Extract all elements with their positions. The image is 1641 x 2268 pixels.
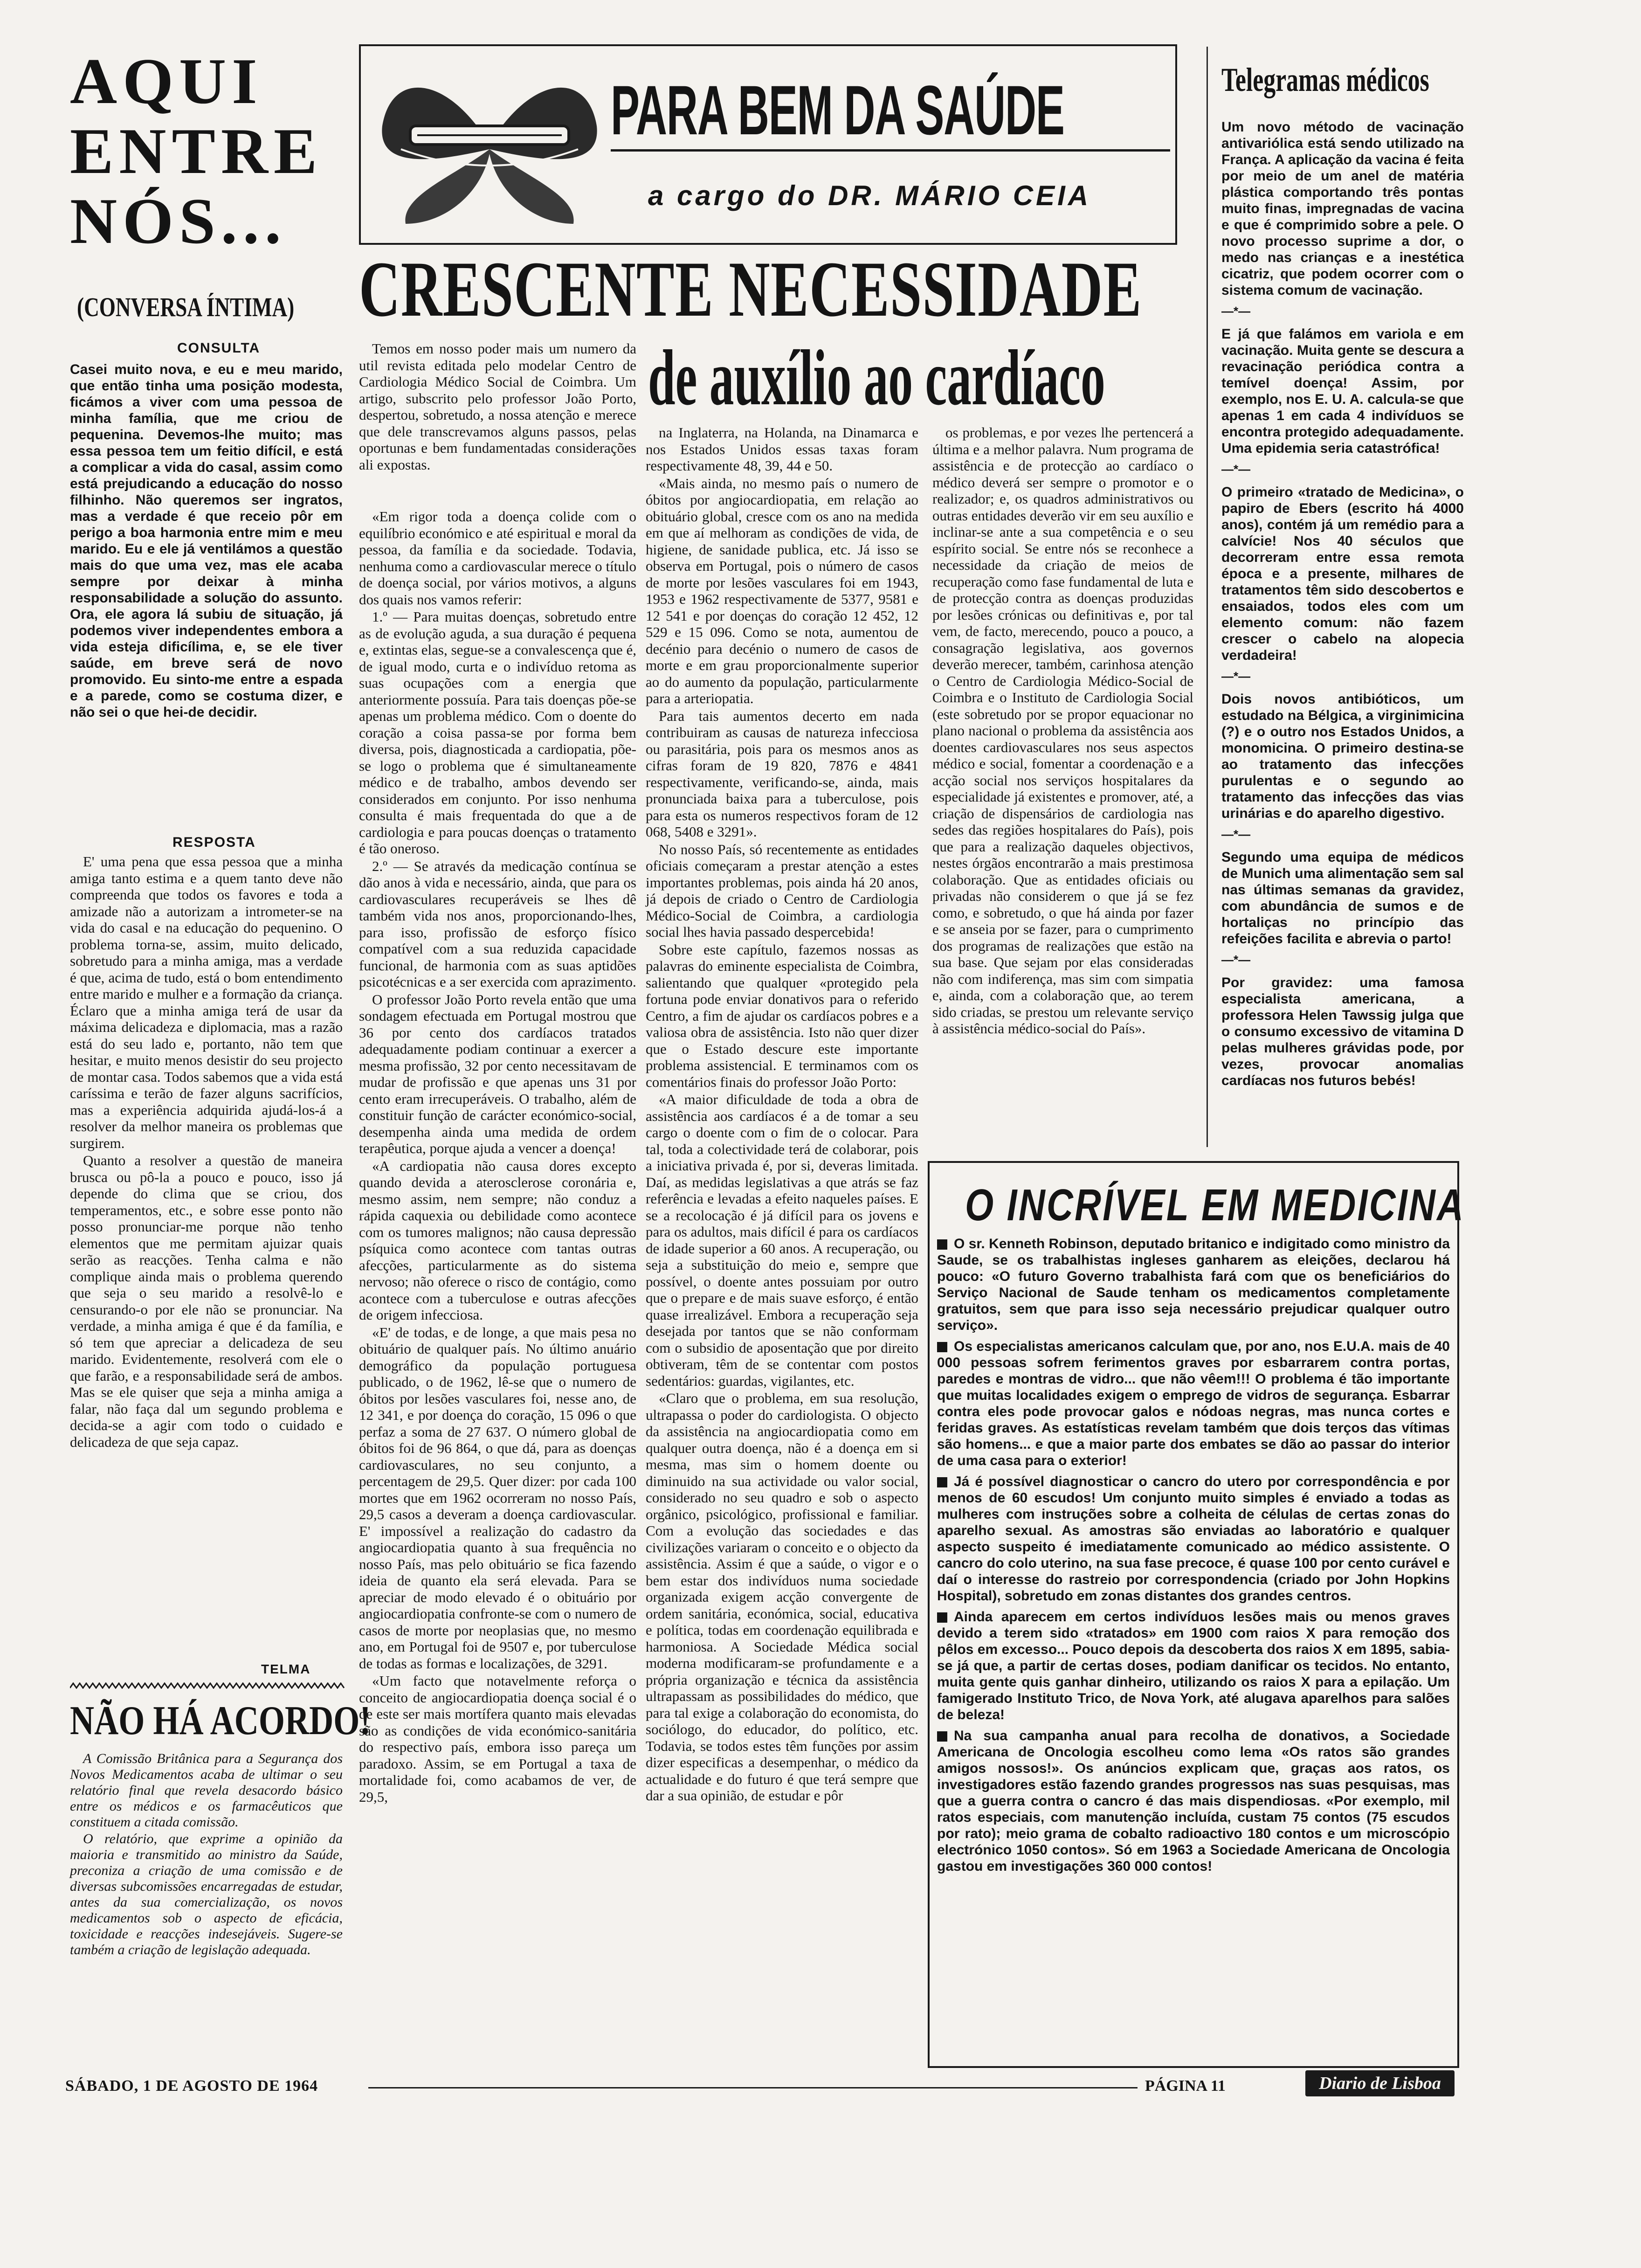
bullet-icon [937, 1612, 947, 1623]
resposta-paragraph: Quanto a resolver a questão de maneira brusca ou pô-la a pouco e pouco, isso já depende do clima que se criou, dos temperamentos, etc., e sobre esse ponto não posso pronunciar-me porque não tenho elementos que me permitam ajuizar quais serão as reacções. Tenha calma e não complique ainda mais o problema querendo que seja o seu marido a resolvê-lo e censurando-o por ele não se pronunciar. Na verdade, a minha amiga é que é da família, e só tem que apreciar a delicadeza de seu marido. Evidentemente, resolverá com ele o que farão, e a responsabilidade será de ambos. Mas se ele quiser que seja a minha amiga a falar, não faça dal um segundo problema e decida-se a agir com todo o cuidado e delicadeza de que seja capaz. [70, 1152, 343, 1450]
resposta-heading: RESPOSTA [172, 835, 256, 850]
resposta-paragraph: E' uma pena que essa pessoa que a minha amiga tanto estima e a quem tanto deve não compreenda que todos os favores e toda a amizade não a autorizam a intrometer-se na vida do casal e na educação do pequenino. O problema torna-se, assim, muito delicado, sobretudo para a minha amiga, mas a verdade é que, acima de tudo, está o bom entendimento entre marido e mulher e a formação da criança. Éclaro que a minha amiga terá de usar da máxima delicadeza e diplomacia, mas a razão está do seu lado e, portanto, não tem que hesitar, e muito menos desistir do seu projecto de montar casa. Todos sabemos que a vida está caríssima e terão de fazer alguns sacrifícios, mas a experiência adquirida ajudá-los-á a resolver da melhor maneira os problemas que surgirem. [70, 853, 343, 1151]
bullet-icon [937, 1239, 947, 1250]
naoha-text [70, 1751, 343, 1959]
consulta-heading: CONSULTA [177, 340, 261, 356]
article-paragraph: «Mais ainda, no mesmo país o numero de óbitos por angiocardiopatia, em relação ao obituário global, cresce com os ano na medida em que aí melhoram as condições de vida, de higiene, de sanidade publica, etc. Já isso se observa em Portugal, pois o número de casos de morte por lesões vasculares foi em 1943, 1953 e 1962 respectivamente de 5377, 9581 e 12 541 e por doenças do coração 12 452, 12 529 e 15 096. Como se nota, aumentou de decénio para decénio o numero de casos de morte e em grau proporcionalmente superior ao do aumento da população, particularmente para a arteriopatia. [646, 475, 918, 706]
article-paragraph: Sobre este capítulo, fazemos nossas as palavras do eminente especialista de Coimbra, salientando que qualquer «protegido pela fortuna pode enviar donativos para o referido Centro, a fim de ajudar os cardíacos pobres e a valiosa obra de assistência. Isto não quer dizer que o Estado descure este importante problema assistencial. E terminamos com os comentários finais do professor João Porto: [646, 941, 918, 1090]
separator: —*— [1221, 953, 1251, 967]
article-column-3 [646, 424, 918, 1805]
incrivel-text: Os especialistas americanos calculam que, por ano, nos E.U.A. mais de 40 000 pessoas sofrem ferimentos graves por esbarrarem contra portas, paredes e montras de vidro... que não vêem!!! O problema é tão importante que muitas localidades exigem o emprego de vidros de segurança. Esbarrar contra eles pode provocar galos e nódoas negras, mas nunca cortes e feridas graves. As estatísticas revelam também que dois terços das vítimas são homens... e que a maior parte dos embates se dão ao passar do interior de uma casa para o exterior! [937, 1339, 1450, 1468]
consulta-text [70, 361, 343, 725]
bullet-icon [937, 1731, 947, 1742]
telegrama-item: Segundo uma equipa de médicos de Munich uma alimentação sem sal nas últimas semanas da gravidez, com abundância de sumos e de hortaliças no princípio das refeições facilita e abrevia o parto! [1221, 850, 1464, 947]
incrivel-text: Ainda aparecem em certos indivíduos lesões mais ou menos graves devido a terem sido «tratados» em 1900 com raios X para remoção dos pêlos em excesso... Pouco depois da descoberta dos raios X em 1895, sabia-se já que, a partir de certas doses, podiam danificar os tecidos. No entanto, muita gente quis ganhar dinheiro, utilizando os raios X para a epilação. Um famigerado Instituto Trico, de Nova York, até alugava aparelhos para salões de beleza! [937, 1609, 1450, 1722]
footer-rule [368, 2087, 1198, 2088]
separator: —*— [1221, 669, 1251, 683]
article-paragraph: «A cardiopatia não causa dores excepto quando devida a aterosclerose coronária e, mesmo assim, nem sempre; não conduz a rápida caquexia ou debilidade como acontece com os tumores malignos; não causa depressão psíquica como acontece com tantas outras afecções, particularmente as do sistema nervoso; não oferece o risco de contágio, como acontece com a tuberculose e outras afecções de origem infecciosa. [359, 1157, 636, 1323]
article-paragraph: «Em rigor toda a doença colide com o equilíbrio económico e até espiritual e moral da pessoa, da família e da sociedade. Todavia, nenhuma como a cardiovascular merece o título de doença social, por vários motivos, a alguns dos quais nos vamos referir: [359, 508, 636, 608]
article-paragraph: «E' de todas, e de longe, a que mais pesa no obituário de qualquer país. No último anuário demográfico da população portuguesa publicado, o de 1962, lê-se que o numero de óbitos por lesões vasculares foi, nesse ano, de 12 341, e por doença do coração, 15 096 o que perfaz a soma de 27 637. O número global de óbitos foi de 96 864, o que dá, para as doenças cardiovasculares, no seu conjunto, a percentagem de 29,5. Quer dizer: por cada 100 mortes que em 1962 ocorreram no nosso País, 29,5 casos a deveram a doença cardiovascular. E' impossível a realização do cadastro da angiocardiopatia quanto à sua frequência no nosso País, mas pelo obituário se fica fazendo ideia de quanto ela será elevada. Para se apreciar de modo elevado é o obituário por angiocardiopatia confronte-se com o numero de casos de morte por neoplasias que, no mesmo ano, em Portugal foi de 9507 e, por tuberculose de todas as formas e localizações, de 3291. [359, 1324, 636, 1672]
incrivel-item [937, 1338, 1450, 1469]
incrivel-item [937, 1728, 1450, 1874]
headline: CRESCENTE NECESSIDADE [359, 245, 1142, 333]
telegrama-item: Dois novos antibióticos, um estudado na Bélgica, a virginimicina (?) e o outro nos Estados Unidos, a monomicina. O primeiro destina-se ao tratamento das infecções purulentas e o segundo ao tratamento das infecções das vias urinárias e do aparelho digestivo. [1221, 691, 1464, 821]
column-rule [1207, 47, 1208, 1147]
resposta-text [70, 853, 343, 1451]
article-paragraph: Temos em nosso poder mais um numero da util revista editada pelo modelar Centro de Cardiologia Médico Social de Coimbra. Um artigo, subscrito pelo professor João Porto, despertou, sobretudo, a nossa atenção e merece que dele transcrevamos alguns passos, pelas oportunas e bem fundamentadas considerações ali expostas. [359, 340, 636, 473]
zigzag-divider [70, 1682, 345, 1689]
incrivel-item [937, 1236, 1450, 1334]
article-paragraph: O professor João Porto revela então que uma sondagem efectuada em Portugal mostrou que 36 por cento dos cardíacos tratados adequadamente podiam continuar a exercer a mesma profissão, 32 por cento necessitavam de mudar de profissão e que apenas uns 31 por cento eram irrecuperáveis. O trabalho, além de constituir função de carácter económico-social, desempenha ainda uma medida de ordem terapêutica, porque ajuda a vencer a doença! [359, 991, 636, 1156]
incrivel-text: Na sua campanha anual para recolha de donativos, a Sociedade Americana de Oncologia escolheu como lema «Os ratos são grandes amigos nossos!». Os anúncios explicam que, graças aos ratos, os investigadores estão fazendo grandes progressos nas suas pesquisas, mas que a guerra contra o cancro é das mais dispendiosas. «Por exemplo, mil ratos especiais, com manutenção incluída, custam 75 contos (75 escudos por rato); meio grama de cobalto radioactivo 180 contos e um microscópio electrónico 1050 contos». Só em 1963 a Sociedade Americana de Oncologia gastou em investigações 360 000 contos! [937, 1728, 1450, 1874]
signature: TELMA [261, 1662, 311, 1676]
article-paragraph: na Inglaterra, na Holanda, na Dinamarca e nos Estados Unidos essas taxas foram respectivamente 48, 39, 44 e 50. [646, 424, 918, 474]
article-paragraph: 2.º — Se através da medicação contínua se dão anos à vida e necessário, ainda, que para os cardiovasculares recuperáveis se lhes dê também vida nos anos, proporcionando-lhes, para isso, profissão de esforço físico compatível com a sua reduzida capacidade funcional, de harmonia com as suas aptidões psicotécnicas e a ser exercida com aprazimento. [359, 857, 636, 990]
naoha-title: NÃO HÁ ACORDO! [70, 1698, 371, 1743]
naoha-paragraph: O relatório, que exprime a opinião da maioria e transmitido ao ministro da Saúde, preconiza a criação de uma comissão e de diversas subcomissões encarregadas de estudar, antes da sua comercialização, os novos medicamentos sob o aspecto de eficácia, toxicidade e reacções indesejáveis. Sugere-se também a criação de legislação adequada. [70, 1831, 343, 1957]
telegrama-item: Um novo método de vacinação antivariólica está sendo utilizado na França. A aplicação da vacina é feita por meio de um anel de matéria plástica comportando três pontas muito finas, impregnadas de vacina e que é comprimido sobre a pele. O novo processo suprime a dor, o medo nas crianças e a inestética cicatriz, que podem ocorrer com o sistema comum de vacinação. [1221, 119, 1464, 298]
column-subtitle: (CONVERSA ÍNTIMA) [77, 292, 295, 322]
consulta-paragraph: Casei muito nova, e eu e meu marido, que então tinha uma posição modesta, ficámos a viver com uma pessoa de minha família, que me criou de pequenina. Devemos-lhe muito; mas essa pessoa tem um feitio difícil, e está a complicar a vida do casal, assim como está prejudicando a educação do nosso filhinho. Não queremos ser ingratos, mas a verdade é que receio pôr em perigo a boa harmonia entre mim e meu marido. Eu e ele já ventilámos a questão mais do que uma vez, mas ele acaba sempre por deixar à minha responsabilidade a solução do assunto. Ora, ele agora lá subiu de situação, já podemos viver independentes embora a vida esteja dificílima, e, se ele tiver saúde, em breve será de novo promovido. Eu sinto-me entre a espada e a parede, como se costuma dizer, e não sei o que hei-de decidir. [70, 362, 343, 720]
article-paragraph: 1.º — Para muitas doenças, sobretudo entre as de evolução aguda, a sua duração é pequena e, extintas elas, segue-se a convalescença que é, de igual modo, curta e o indivíduo retoma as suas ocupações com a energia que anteriormente possuía. Para tais doenças põe-se apenas um problema médico. Com o doente do coração a coisa passa-se por forma bem diversa, pois, diagnosticada a cardiopatia, põe-se logo o problema que é simultaneamente médico e de trabalho, ambos devendo ser considerados em conjunto. Por isso nenhuma consulta é mais frequentada do que a de cardiologia e para poucas doenças o tratamento é tão oneroso. [359, 608, 636, 857]
naoha-paragraph: A Comissão Britânica para a Segurança dos Novos Medicamentos acaba de ultimar o seu relatório final que revela desacordo básico entre os médicos e os farmacêuticos que constituem a citada comissão. [70, 1751, 343, 1830]
article-column-4 [932, 424, 1193, 1038]
article-column-2 [359, 508, 636, 1806]
article-paragraph: os problemas, e por vezes lhe pertencerá a última e a melhor palavra. Num programa de assistência e de protecção ao cardíaco o médico deverá ser sempre o promotor e o realizador; e, os quadros administrativos ou outras entidades deverão vir em seu auxílio e inclinar-se ante a sua competência e o seu espírito social. Se entre nós se reconhece a necessidade da criação de meios de recuperação como fase fundamental de luta e de protecção contra as doenças produzidas por lesões crónicas ou definitivas e, por tal vem, de facto, merecendo, pouco a pouco, a consagração legislativa, aos governos deverão merecer, também, carinhosa atenção o Centro de Cardiologia Médico-Social de Coimbra e o Instituto de Cardiologia Social (este sobretudo por se propor equacionar no plano nacional o problema da assistência aos doentes cardiovasculares nos seus aspectos médico e social, fomentar a coordenação e a acção social nos serviços hospitalares da especialidade já existentes e promover, até, a criação de dispensários de cardiologia nas sedes das regiões hospitalares do País), pois que para a realização daqueles objectivos, nestes órgãos encontrarão a mais prestimosa colaboração. Que as entidades oficiais ou privadas não considerem o que já se fez como, e sobretudo, o que há ainda por fazer e se anseia por se fazer, para o cumprimento dos programas de realizações que estão na sua base. Que sejam por elas consideradas não com indiferença, mas sim com simpatia e, ainda, com a colaboração que, ao terem sido criadas, se prestou um relevante serviço à assistência médico-social do País». [932, 424, 1193, 1037]
separator: —*— [1221, 304, 1251, 318]
incrivel-text: O sr. Kenneth Robinson, deputado britanico e indigitado como ministro da Saude, se os trabalhistas ingleses ganharem as eleições, declarou há pouco: «O futuro Governo trabalhista fará com que os beneficiários do Serviço Nacional de Saude tenham os medicamentos completamente gratuitos, sem que para isso seja necessário prejudicar qualquer outro serviço». [937, 1236, 1450, 1333]
telegramas-list [1221, 119, 1464, 1093]
separator: —*— [1221, 462, 1251, 476]
separator: —*— [1221, 827, 1251, 841]
incrivel-item [937, 1609, 1450, 1723]
incrivel-item [937, 1473, 1450, 1604]
article-intro [359, 340, 636, 474]
footer-date: SÁBADO, 1 DE AGOSTO DE 1964 [65, 2077, 318, 2095]
article-paragraph: Para tais aumentos decerto em nada contribuiram as causas de natureza infecciosa ou parasitária, pois para os mesmos anos as cifras foram de 19 820, 7876 e 4841 respectivamente, verificando-se, ainda, mais pronunciada baixa para a tuberculose, pois para esta os numeros respectivos foram de 12 068, 5408 e 3291». [646, 707, 918, 840]
section-title-underline [611, 149, 1170, 152]
subheadline: de auxílio ao cardíaco [648, 334, 1105, 422]
telegrama-item: O primeiro «tratado de Medicina», o papiro de Ebers (escrito há 4000 anos), contém já um remédio para a calvície! Nos 40 séculos que decorreram entre essa remota época e a presente, milhares de tratamentos têm sido descobertos e ensaiados, todos eles com um elemento comum: não fazem crescer o cabelo na alopecia verdadeira! [1221, 484, 1464, 663]
section-title: PARA BEM DA SAÚDE [611, 71, 1064, 149]
article-paragraph: «Um facto que notavelmente reforça o conceito de angiocardiopatia doença social é o de este ser mais mortífera quanto mais elevadas são as condições de vida económico-sanitária do respectivo país, embora isso pareça um paradoxo. Assim, se em Portugal a taxa de mortalidade foi, como acabamos de ver, de 29,5, [359, 1673, 636, 1805]
article-paragraph: «Claro que o problema, em sua resolução, ultrapassa o poder do cardiologista. O objecto da assistência na angiocardiopatia como em qualquer outra doença, não é a doença em si mesma, mas sim o homem doente ou diminuido na sua actividade ou valor social, considerado no seu quadro e sob o aspecto orgânico, psicológico, profissional e familiar. Com a evolução das sociedades e das civilizações variaram o conceito e o objecto da assistência. Assim é que a saúde, o vigor e o bem estar dos indivíduos numa sociedade organizada exigem acção convergente de ordem sanitária, económica, social, educativa e política, todas em coordenação equilibrada e harmoniosa. A Sociedade Médica social moderna modificaram-se profundamente e a própria organização e técnica da assistência ultrapassam as possibilidades do médico, que para tal exige a colaboração do economista, do sociólogo, do educador, do político, etc. Todavia, se todos estes têm funções por assim dizer especificas a desempenhar, o médico da actualidade e do futuro é que terá sempre que dar a sua opinião, de estudar e pôr [646, 1390, 918, 1804]
section-byline: a cargo do DR. MÁRIO CEIA [648, 180, 1091, 211]
incrivel-list [937, 1236, 1450, 1879]
illustration [373, 56, 606, 233]
bullet-icon [937, 1342, 947, 1352]
article-paragraph: No nosso País, só recentemente as entidades oficiais começaram a prestar atenção a estes importantes problemas, pois ainda há 20 anos, já depois de criado o Centro de Cardiologia Médico-Social de Coimbra, a cardiologia social lhes havia passado despercebida! [646, 841, 918, 940]
telegrama-item: E já que falámos em variola e em vacinação. Muita gente se descura a revacinação periódica contra a temível doença! Assim, por exemplo, nos E. U. A. calcula-se que apenas 1 em cada 4 indivíduos se encontra protegido adequadamente. Uma epidemia seria catastrófica! [1221, 326, 1464, 456]
newspaper-masthead: Diario de Lisboa [1305, 2070, 1455, 2096]
article-paragraph: «A maior dificuldade de toda a obra de assistência aos cardíacos é a de tomar a seu cargo o doente com o fim de o colocar. Para tal, toda a colectividade terá de colaborar, pois a iniciativa privada é, por si, deveras limitada. Daí, as medidas legislativas a que atrás se faz referência e levadas a efeito naqueles países. E se a recolocação é já difícil para os jovens e para os adultos, mais difícil é para os cardíacos de idade superior a 60 anos. A recuperação, ou seja a substituição do meio e, sempre que possível, o doente antes possuiam por outro que o prepare e de mais suave esforço, é então quase irrealizável. Embora a recuperação seja desejada por tantos que se não conformam com o subsidio de aposentação que por direito obtiveram, têm de se contentar com postos sedentários: guardas, vigilantes, etc. [646, 1091, 918, 1389]
telegramas-title: Telegramas médicos [1221, 61, 1429, 98]
bullet-icon [937, 1477, 947, 1487]
incrivel-text: Já é possível diagnosticar o cancro do utero por correspondência e por menos de 60 escudos! Um conjunto muito simples é enviado a todas as mulheres com instruções sobre a colheita de células de certas zonas do aparelho sexual. As amostras são enviadas ao laboratório e qualquer aspecto suspeito é imediatamente comunicado ao médico assistente. O cancro do colo uterino, na sua fase precoce, é quase 100 por cento curável e daí o interesse do rastreio por correspondencia (criado por John Hopkins Hospital), sobretudo em zonas distantes dos grandes centros. [937, 1474, 1450, 1604]
telegrama-item: Por gravidez: uma famosa especialista americana, a professora Helen Tawssig julga que o consumo excessivo de vitamina D pelas mulheres grávidas pode, por vezes, provocar anomalias cardíacas nos futuros bebés! [1221, 975, 1464, 1088]
page-number: PÁGINA 11 [1138, 2077, 1233, 2095]
column-title: AQUI ENTRE NÓS... [70, 45, 323, 257]
incrivel-title: O INCRÍVEL EM MEDICINA [965, 1180, 1465, 1230]
